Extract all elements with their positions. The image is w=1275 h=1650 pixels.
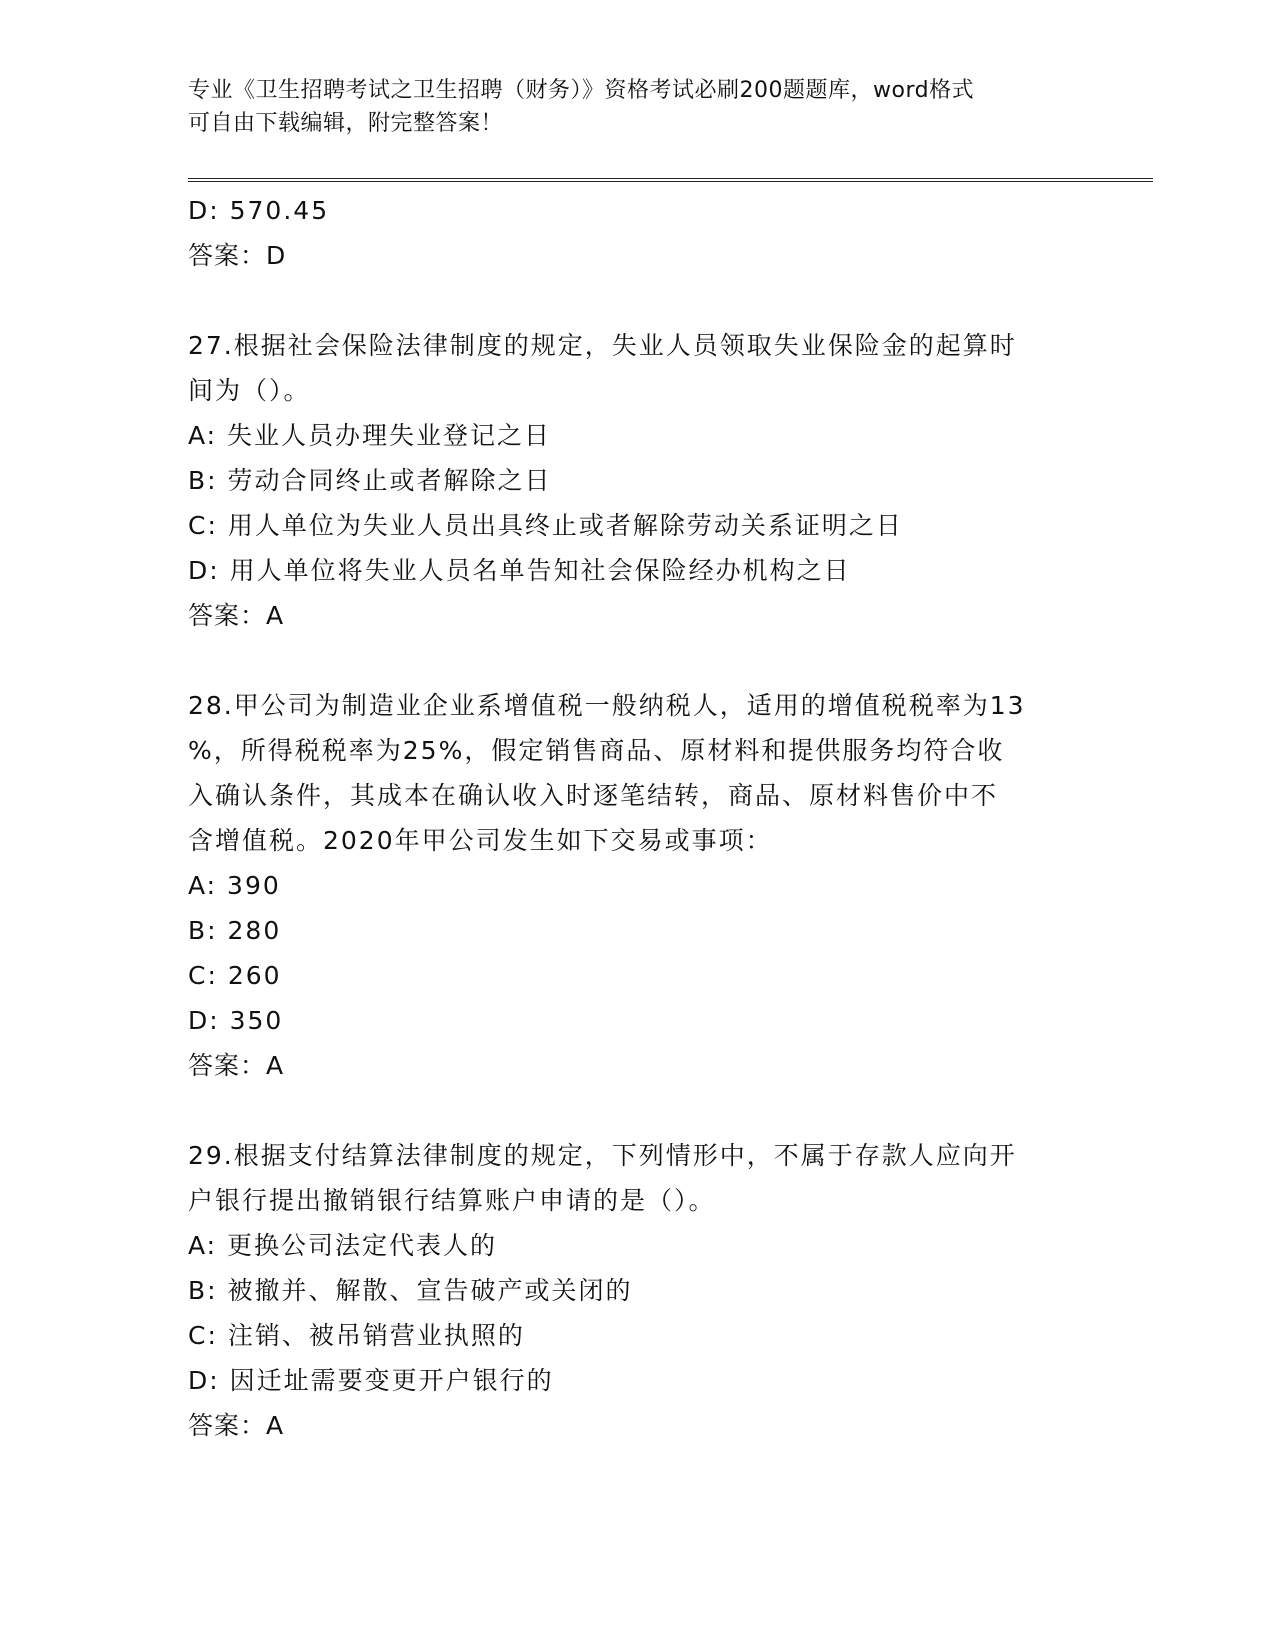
question-text-line: 入确认条件，其成本在确认收入时逐笔结转，商品、原材料售价中不 (188, 781, 999, 810)
option-a: A: 390 (188, 871, 281, 900)
question-text-line: 29.根据支付结算法律制度的规定，下列情形中，不属于存款人应向开 (188, 1141, 1017, 1170)
header-line-2: 可自由下载编辑，附完整答案！ (188, 111, 504, 136)
option-b: B: 劳动合同终止或者解除之日 (188, 466, 552, 495)
option-a: A: 失业人员办理失业登记之日 (188, 421, 552, 450)
question-text (188, 1133, 1088, 1223)
question-text-line: %，所得税税率为25%，假定销售商品、原材料和提供服务均符合收 (188, 736, 1005, 765)
question-text-line: 户银行提出撤销银行结算账户申请的是（）。 (188, 1186, 716, 1215)
header-divider (188, 178, 1153, 182)
header-line-1: 专业《卫生招聘考试之卫生招聘（财务）》资格考试必刷200题题库，word格式 (188, 78, 975, 103)
question-content (188, 188, 1088, 1448)
option-d: D: 350 (188, 1006, 284, 1035)
option-b: B: 280 (188, 916, 282, 945)
question-text-line: 28.甲公司为制造业企业系增值税一般纳税人，适用的增值税税率为13 (188, 691, 1026, 720)
answer-line: 答案：A (188, 1051, 285, 1080)
option-c: C: 注销、被吊销营业执照的 (188, 1321, 525, 1350)
answer-line: 答案：A (188, 1411, 285, 1440)
answer-line: 答案：D (188, 241, 287, 270)
option-d: D: 用人单位将失业人员名单告知社会保险经办机构之日 (188, 556, 851, 585)
question-text-line: 含增值税。2020年甲公司发生如下交易或事项： (188, 826, 773, 855)
option-d: D: 570.45 (188, 196, 330, 225)
question-text-line: 27.根据社会保险法律制度的规定，失业人员领取失业保险金的起算时 (188, 331, 1017, 360)
document-header (188, 74, 1068, 140)
option-c: C: 260 (188, 961, 282, 990)
question-29 (188, 1133, 1088, 1448)
option-b: B: 被撤并、解散、宣告破产或关闭的 (188, 1276, 633, 1305)
question-text-line: 间为（）。 (188, 376, 311, 405)
question-27 (188, 323, 1088, 638)
question-text (188, 683, 1088, 863)
previous-question-tail (188, 188, 1088, 278)
question-28 (188, 683, 1088, 1088)
question-text (188, 323, 1088, 413)
answer-line: 答案：A (188, 601, 285, 630)
option-a: A: 更换公司法定代表人的 (188, 1231, 498, 1260)
option-d: D: 因迁址需要变更开户银行的 (188, 1366, 554, 1395)
option-c: C: 用人单位为失业人员出具终止或者解除劳动关系证明之日 (188, 511, 903, 540)
